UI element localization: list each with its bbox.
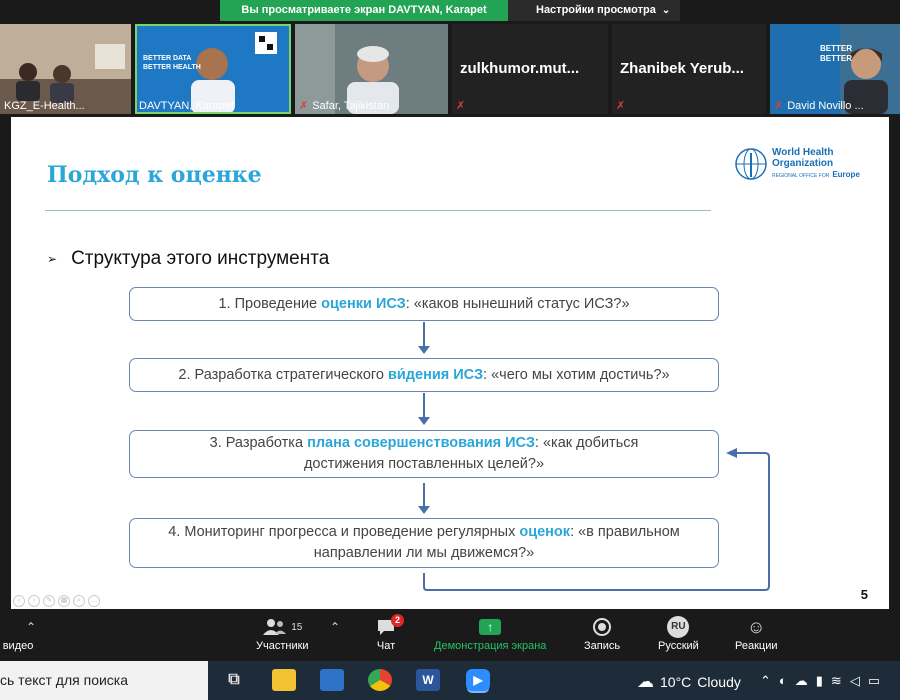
- chrome-icon[interactable]: [368, 669, 392, 691]
- taskbar-search-input[interactable]: сь текст для поиска: [0, 661, 208, 700]
- language-icon: RU: [667, 614, 689, 640]
- who-logo-region: Europe: [832, 170, 860, 179]
- shared-slide: [11, 117, 889, 609]
- chevron-up-icon[interactable]: ⌃: [760, 673, 771, 688]
- next-slide-icon[interactable]: ›: [28, 595, 40, 607]
- participant-strip: [0, 24, 900, 114]
- mic-muted-icon: ✗: [299, 100, 309, 112]
- step-box-1: 1. Проведение оценки ИСЗ: «каков нынешний статус ИСЗ?»: [129, 287, 719, 321]
- task-view-icon[interactable]: ⧉: [228, 671, 240, 688]
- mic-muted-icon: ✗: [456, 100, 466, 112]
- meet-icon[interactable]: ◐: [778, 673, 787, 688]
- weather-widget[interactable]: [637, 672, 741, 692]
- participants-button[interactable]: [256, 614, 309, 652]
- chat-label: Чат: [376, 640, 396, 652]
- bullet-item: [47, 248, 329, 270]
- flow-arrow: [423, 483, 425, 507]
- participant-name: ✗ David Novillo ...: [774, 99, 864, 112]
- chat-badge: 2: [391, 614, 404, 627]
- share-banner: [220, 0, 680, 21]
- share-screen-label: Демонстрация экрана: [434, 640, 547, 652]
- page-number: 5: [860, 587, 868, 602]
- participants-count: 15: [291, 621, 303, 633]
- chat-icon: [376, 614, 401, 640]
- desktop-app-icon[interactable]: [320, 669, 344, 691]
- arrow-bullet-icon: ➢: [47, 252, 58, 266]
- weather-text: Cloudy: [697, 674, 741, 690]
- usb-icon[interactable]: ▮: [815, 673, 823, 688]
- chevron-up-icon[interactable]: ⌃: [26, 620, 37, 634]
- backdrop-text: BETTER DATA BETTER HEALTH: [143, 55, 201, 71]
- participant-tile[interactable]: [612, 24, 766, 114]
- chat-button[interactable]: [376, 614, 401, 652]
- title-divider: [45, 210, 711, 211]
- participant-tile[interactable]: [770, 24, 900, 114]
- cloud-icon[interactable]: ☁: [794, 673, 808, 688]
- file-explorer-icon[interactable]: [272, 669, 296, 691]
- backdrop-text: BETTER BETTER: [820, 44, 852, 63]
- prev-slide-icon[interactable]: ‹: [13, 595, 25, 607]
- participant-name: [612, 98, 629, 113]
- smiley-icon: ☺: [747, 616, 766, 637]
- participant-name: ✗ Safar, Tajikistan: [299, 99, 390, 112]
- word-icon[interactable]: W: [416, 669, 440, 691]
- record-icon: [592, 614, 612, 640]
- record-button[interactable]: [584, 614, 620, 652]
- participant-tile[interactable]: [295, 24, 448, 114]
- reactions-button[interactable]: [735, 614, 778, 652]
- participant-tile-active[interactable]: [135, 24, 291, 114]
- who-emblem-icon: [734, 147, 768, 181]
- step-box-2: 2. Разработка стратегического ви́дения ИСЗ: «чего мы хотим достичь?»: [129, 358, 719, 392]
- view-options-button[interactable]: [508, 0, 680, 21]
- share-screen-button[interactable]: [434, 614, 546, 652]
- mic-muted-icon: ✗: [774, 100, 784, 112]
- chevron-up-icon[interactable]: ⌃: [330, 620, 341, 634]
- who-logo: [734, 147, 860, 181]
- chevron-down-icon: ⌄: [661, 5, 671, 16]
- share-status-text: Вы просматриваете экран DAVTYAN, Karapet: [220, 0, 508, 21]
- participants-label: Участники: [256, 640, 309, 652]
- wifi-icon[interactable]: ≋: [830, 673, 842, 688]
- video-label: видео: [2, 640, 34, 652]
- who-logo-line2: Organization: [772, 158, 834, 169]
- participant-name: DAVTYAN, Karapet: [139, 100, 234, 112]
- language-button[interactable]: [658, 614, 699, 652]
- slide-controls[interactable]: [13, 595, 100, 607]
- video-button[interactable]: [0, 614, 36, 652]
- mic-muted-icon: ✗: [616, 100, 626, 112]
- reactions-label: Реакции: [735, 640, 778, 652]
- pen-icon[interactable]: ✎: [43, 595, 55, 607]
- more-icon[interactable]: …: [88, 595, 100, 607]
- participant-name: KGZ_E-Health...: [4, 100, 85, 112]
- participant-name-large: Zhanibek Yerub...: [620, 60, 744, 77]
- participants-options[interactable]: [330, 614, 340, 640]
- zoom-app-icon[interactable]: ▶: [466, 669, 490, 691]
- notification-icon[interactable]: ▭: [867, 673, 881, 688]
- zoom-icon[interactable]: ⌕: [73, 595, 85, 607]
- meeting-toolbar: [0, 610, 900, 660]
- participant-name-large: zulkhumor.mut...: [460, 60, 580, 77]
- participants-icon: [262, 614, 302, 640]
- cloud-icon: ☁: [637, 672, 654, 691]
- system-tray: [760, 673, 880, 689]
- participant-tile[interactable]: [0, 24, 131, 114]
- flow-arrow: [423, 393, 425, 418]
- language-label: Русский: [658, 640, 699, 652]
- bullet-text: Структура этого инструмента: [71, 248, 330, 269]
- windows-taskbar: [0, 661, 900, 700]
- participant-tile[interactable]: [452, 24, 608, 114]
- grid-icon[interactable]: ▦: [58, 595, 70, 607]
- weather-temp: 10°C: [660, 674, 692, 690]
- share-screen-icon: ↑: [479, 614, 501, 640]
- volume-icon[interactable]: ◁: [849, 673, 860, 688]
- view-options-label: Настройки просмотра: [536, 4, 656, 16]
- record-label: Запись: [584, 640, 621, 652]
- who-logo-sub: REGIONAL OFFICE FOR: [772, 173, 830, 179]
- step-box-3: 3. Разработка плана совершенствования ИСЗ: «как добиться достижения поставленных целей?»: [129, 430, 719, 478]
- slide-title: Подход к оценке: [47, 162, 262, 188]
- participant-name: [452, 98, 469, 113]
- flow-arrow: [423, 322, 425, 347]
- who-logo-line1: World Health: [772, 147, 834, 158]
- step-box-4: 4. Мониторинг прогресса и проведение регулярных оценок: «в правильном направлении ли мы движемся?»: [129, 518, 719, 568]
